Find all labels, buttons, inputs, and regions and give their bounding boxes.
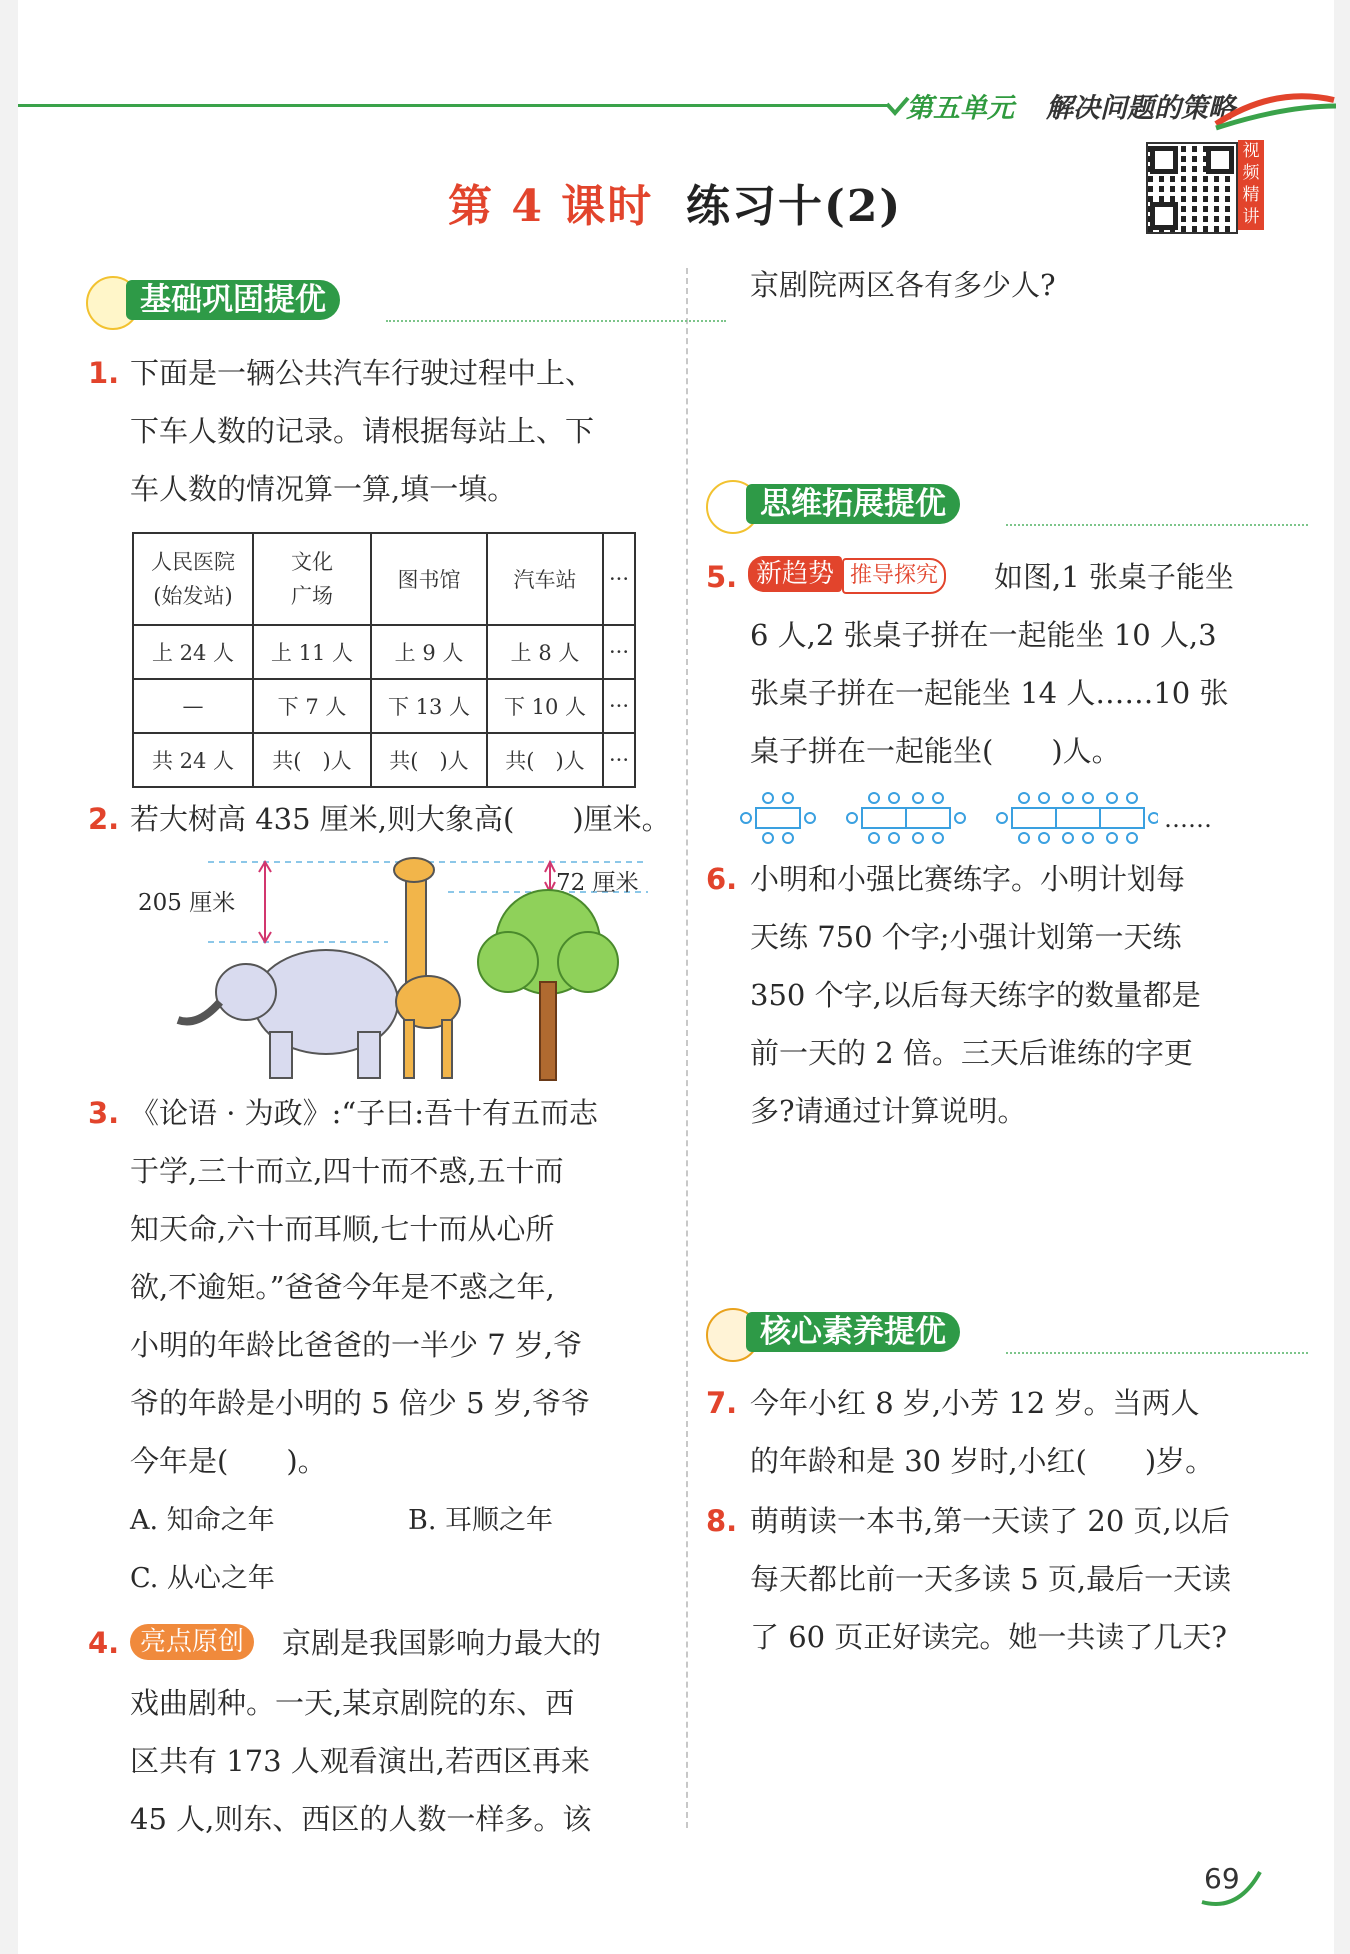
table-cell: 共 24 人 [133, 733, 253, 787]
q6-number: 6. [706, 862, 738, 896]
q1-line-1: 下面是一辆公共汽车行驶过程中上、 [130, 356, 595, 390]
column-divider [686, 268, 688, 1828]
tables-pattern-figure [738, 790, 1158, 846]
page-number: 69 [1204, 1862, 1240, 1895]
q4-line-2: 区共有 173 人观看演出,若西区再来 [130, 1744, 591, 1778]
table-row [133, 679, 635, 733]
table-row [133, 733, 635, 787]
q2-text[interactable]: 若大树高 435 厘米,则大象高( )厘米。 [130, 802, 671, 836]
q4-line-3: 45 人,则东、西区的人数一样多。该 [130, 1802, 592, 1836]
section-thinking-title: 思维拓展提优 [746, 484, 960, 524]
q4-continued: 京剧院两区各有多少人? [750, 268, 1056, 302]
table-header-cell: 图书馆 [371, 533, 487, 625]
q7-line-1: 今年小红 8 岁,小芳 12 岁。当两人 [750, 1386, 1200, 1420]
q4-tag: 亮点原创 [130, 1624, 254, 1660]
table-cell[interactable]: 共( )人 [253, 733, 371, 787]
table-header-cell: 汽车站 [487, 533, 603, 625]
table-cell: ··· [603, 625, 635, 679]
q7-line-2[interactable]: 的年龄和是 30 岁时,小红( )岁。 [750, 1444, 1215, 1478]
table-cell[interactable]: 共( )人 [487, 733, 603, 787]
q8-line-1: 萌萌读一本书,第一天读了 20 页,以后 [750, 1504, 1230, 1538]
section-basic-title: 基础巩固提优 [126, 280, 340, 320]
section-core-title: 核心素养提优 [746, 1312, 960, 1352]
q3-line-1: 《论语 · 为政》:“子曰:吾十有五而志 [130, 1096, 599, 1130]
elephant-icon [178, 950, 398, 1078]
q6-line-3: 350 个字,以后每天练字的数量都是 [750, 978, 1201, 1012]
q4-line-1: 戏曲剧种。一天,某京剧院的东、西 [130, 1686, 575, 1720]
q8-number: 8. [706, 1504, 738, 1538]
q3-option-a[interactable]: A. 知命之年 [130, 1505, 275, 1536]
label-205cm: 205 厘米 [138, 890, 236, 916]
table-cell: 上 8 人 [487, 625, 603, 679]
q3-option-b[interactable]: B. 耳顺之年 [408, 1505, 554, 1536]
q8-line-2: 每天都比前一天多读 5 页,最后一天读 [750, 1562, 1232, 1596]
q3-line-7[interactable]: 今年是( )。 [130, 1444, 327, 1478]
q4-first-line: 京剧是我国影响力最大的 [282, 1626, 602, 1660]
q1-number: 1. [88, 356, 120, 390]
unit-title: 解决问题的策略 [1046, 93, 1235, 124]
table-cell: 下 13 人 [371, 679, 487, 733]
qr-video-label: 视频精讲 [1238, 140, 1264, 230]
table-cell: 上 24 人 [133, 625, 253, 679]
table-cell: 下 10 人 [487, 679, 603, 733]
table-cell: ··· [603, 679, 635, 733]
q4-number: 4. [88, 1626, 120, 1660]
q6-line-2: 天练 750 个字;小强计划第一天练 [750, 920, 1182, 954]
pattern-ellipsis: …… [1164, 805, 1212, 833]
q3-line-5: 小明的年龄比爸爸的一半少 7 岁,爷 [130, 1328, 583, 1362]
unit-label: 第五单元 [906, 93, 1014, 124]
lesson-name: 练习十(2) [686, 181, 903, 232]
q7-number: 7. [706, 1386, 738, 1420]
table-header-cell: 人民医院 (始发站) [133, 533, 253, 625]
q1-line-3: 车人数的情况算一算,填一填。 [130, 472, 517, 506]
table-cell: — [133, 679, 253, 733]
lesson-number: 第 4 课时 [448, 181, 654, 232]
table-header-cell: ··· [603, 533, 635, 625]
q3-line-6: 爷的年龄是小明的 5 倍少 5 岁,爷爷 [130, 1386, 590, 1420]
table-header-cell: 文化 广场 [253, 533, 371, 625]
q3-line-3: 知天命,六十而耳顺,七十而从心所 [130, 1212, 555, 1246]
q6-line-1: 小明和小强比赛练字。小明计划每 [750, 862, 1186, 896]
table-cell: ··· [603, 733, 635, 787]
q6-line-5: 多?请通过计算说明。 [750, 1094, 1027, 1128]
q5-line-3[interactable]: 桌子拼在一起能坐( )人。 [750, 734, 1121, 768]
q1-line-2: 下车人数的记录。请根据每站上、下 [130, 414, 595, 448]
qr-code[interactable] [1146, 142, 1238, 234]
q3-number: 3. [88, 1096, 120, 1130]
workbook-page [18, 0, 1334, 1954]
q3-option-c[interactable]: C. 从心之年 [130, 1563, 275, 1594]
q8-line-3: 了 60 页正好读完。她一共读了几天? [750, 1620, 1227, 1654]
q6-line-4: 前一天的 2 倍。三天后谁练的字更 [750, 1036, 1193, 1070]
label-72cm: 72 厘米 [556, 870, 639, 896]
q3-line-2: 于学,三十而立,四十而不惑,五十而 [130, 1154, 564, 1188]
table-cell[interactable]: 共( )人 [371, 733, 487, 787]
table-cell: 上 9 人 [371, 625, 487, 679]
table-cell: 下 7 人 [253, 679, 371, 733]
swoosh-decoration [1214, 92, 1338, 132]
q3-line-4: 欲,不逾矩。”爸爸今年是不惑之年, [130, 1270, 555, 1304]
header-rule [18, 104, 888, 107]
page-swoosh [1198, 1862, 1268, 1912]
table-header-row [133, 533, 635, 625]
tree-icon [478, 890, 618, 1080]
q5-line-2: 张桌子拼在一起能坐 14 人……10 张 [750, 676, 1229, 710]
q5-line-1: 6 人,2 张桌子拼在一起能坐 10 人,3 [750, 618, 1217, 652]
table-cell: 上 11 人 [253, 625, 371, 679]
q5-number: 5. [706, 560, 738, 594]
q5-first-line: 如图,1 张桌子能坐 [994, 560, 1234, 594]
table-row [133, 625, 635, 679]
q5-tags: 新趋势 推导探究 [748, 556, 946, 594]
bus-table [132, 532, 636, 788]
q2-number: 2. [88, 802, 120, 836]
